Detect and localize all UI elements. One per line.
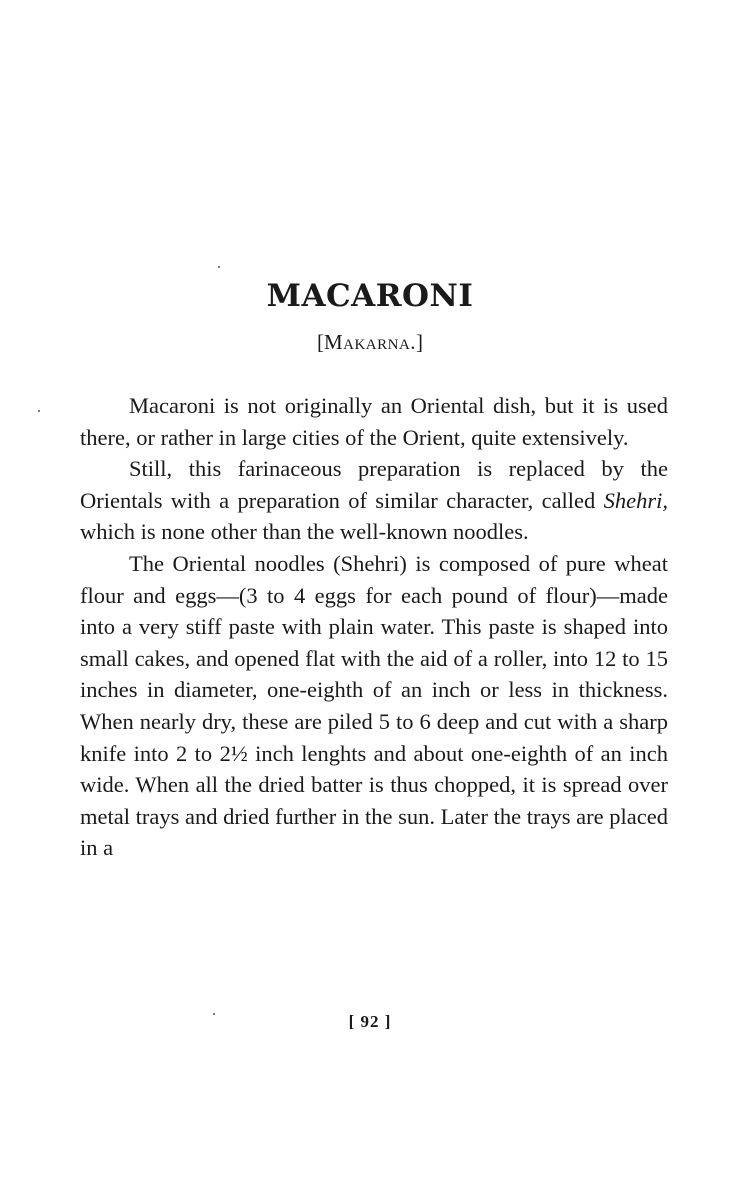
subtitle-text: Makarna. xyxy=(323,330,417,354)
scan-speck xyxy=(218,266,220,268)
paragraph-2-text-a: Still, this farinaceous preparation is replaced by the Orientals with a preparation of similar character, called xyxy=(80,456,668,513)
scan-speck xyxy=(38,410,40,412)
paragraph-2-text-b: which is none other than the well-known noodles. xyxy=(80,519,529,545)
paragraph-3-fraction: 2½ xyxy=(219,740,248,766)
page-number: [ 92 ] xyxy=(348,1012,392,1031)
scan-speck xyxy=(213,1013,215,1015)
subtitle-bracket-open: [ xyxy=(316,330,324,354)
paragraph-2 xyxy=(80,453,668,548)
chapter-subtitle xyxy=(0,330,740,355)
paragraph-3-text-a: The Oriental noodles (Shehri) is composed of pure wheat flour and eggs—(3 to 4 eggs for each pound of flour)—made into a very stiff paste with plain water. This paste is shaped into small cakes, and opened flat with the aid of a roller, into 12 to 15 inches in diameter, one-eighth of an inch or less in thickness. When nearly dry, these are piled 5 to 6 deep and cut with a sharp knife into 2 to xyxy=(80,550,668,766)
subtitle-bracket-close: ] xyxy=(416,330,424,354)
paragraph-1: Macaroni is not originally an Oriental dish, but it is used there, or rather in large cities of the Orient, quite extensively. xyxy=(80,393,668,450)
body-text xyxy=(80,390,668,864)
paragraph-3-text-b: inch lenghts and about one-eighth of an inch wide. When all the dried batter is thus chopped, it is spread over metal trays and dried further in the sun. Later the trays are placed in a xyxy=(80,740,668,861)
chapter-title: MACARONI xyxy=(266,278,474,314)
paragraph-3 xyxy=(80,548,668,864)
paragraph-2-emphasis: Shehri, xyxy=(603,487,668,513)
